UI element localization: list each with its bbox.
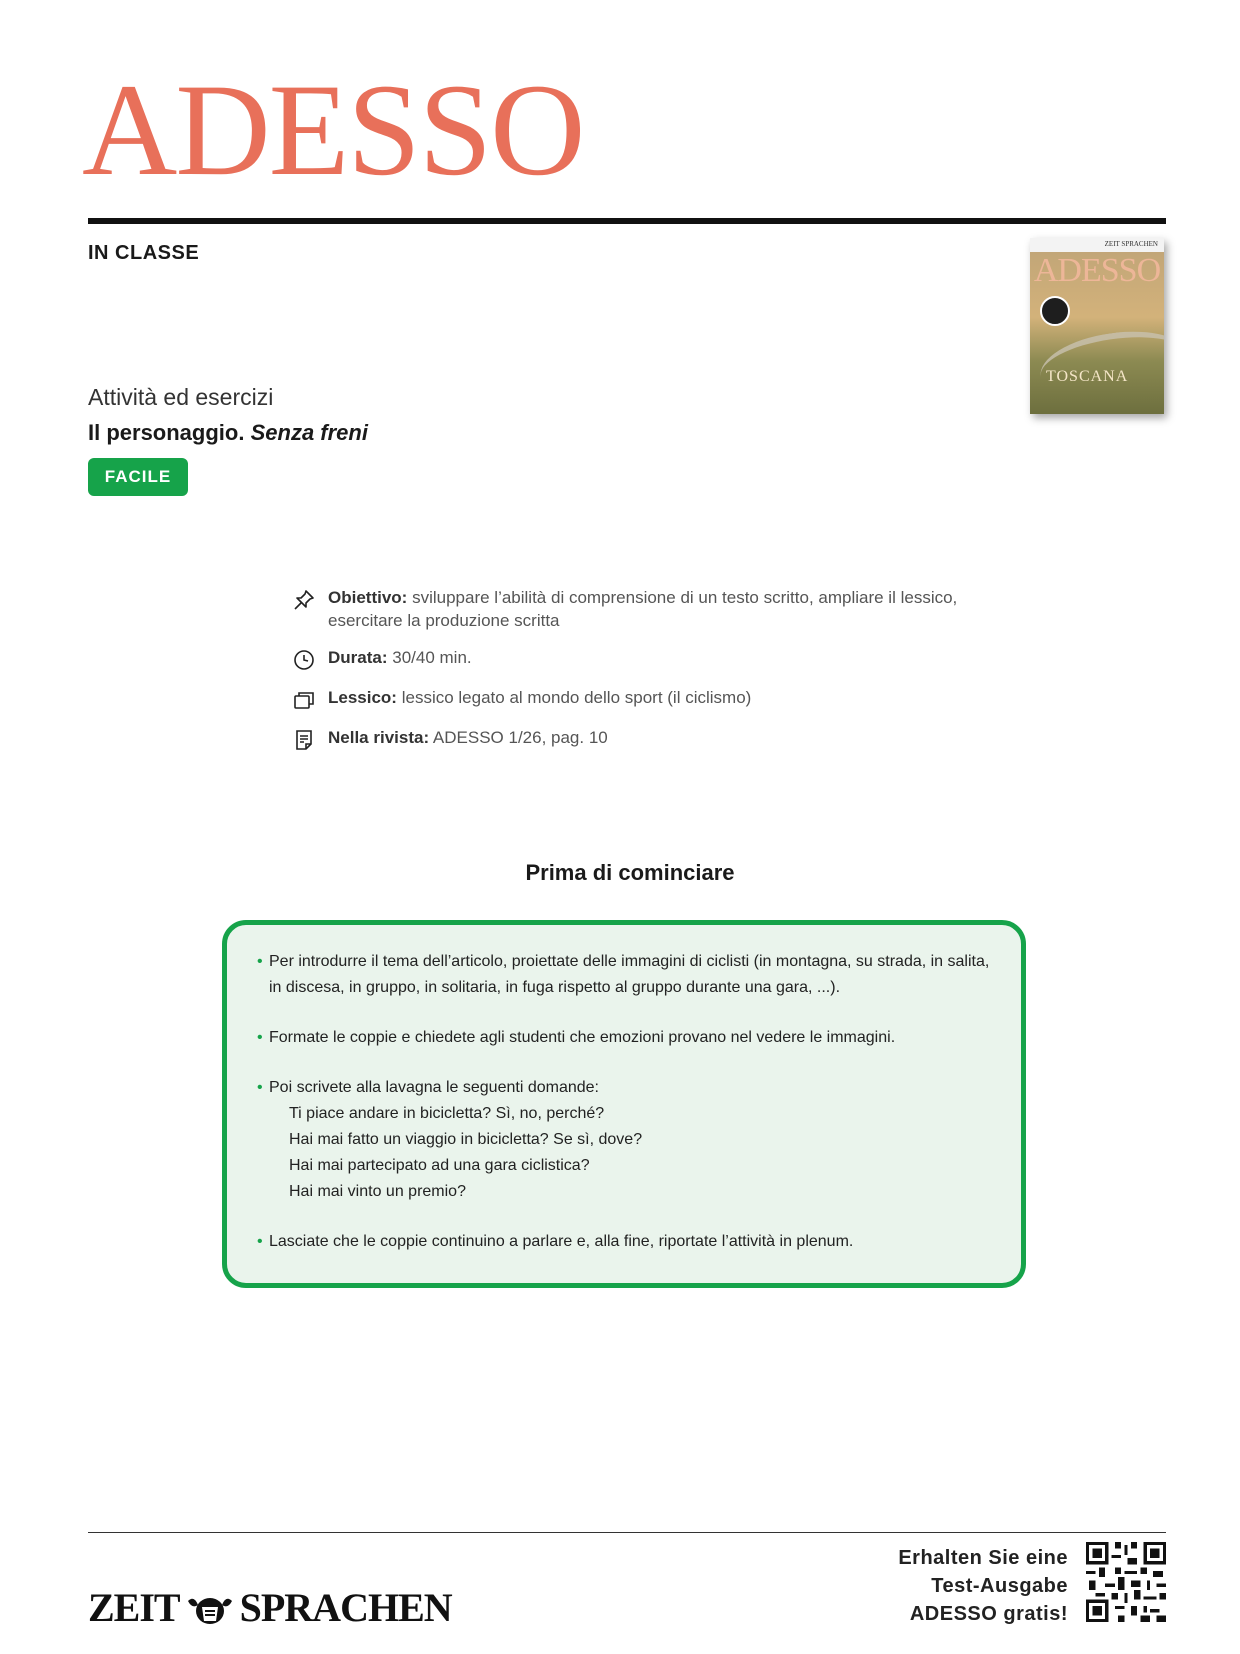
intro-list — [257, 949, 991, 1255]
cover-brand: ZEIT SPRACHEN — [1104, 240, 1158, 248]
section-label: IN CLASSE — [88, 242, 200, 264]
promo-line-2: Test-Ausgabe — [931, 1575, 1068, 1597]
intro-heading: Prima di cominciare — [525, 860, 735, 885]
header-rule — [88, 218, 1166, 224]
info-row-durata — [280, 646, 1000, 672]
footer-logo-right: SPRACHEN — [239, 1585, 452, 1630]
promo-line-1: Erhalten Sie eine — [898, 1547, 1068, 1569]
footer-logo-left: ZEIT — [88, 1585, 180, 1630]
question-4: Hai mai vinto un premio? — [289, 1183, 466, 1200]
footer-rule — [88, 1532, 1166, 1533]
crest-icon — [184, 1590, 236, 1626]
question-1: Ti piace andare in bicicletta? Sì, no, perché? — [289, 1105, 605, 1122]
info-row-lessico — [280, 686, 1000, 712]
rivista-label: Nella rivista: — [328, 728, 430, 747]
activity-title-prefix: Il personaggio. — [88, 420, 245, 445]
promo-text[interactable] — [898, 1544, 1068, 1628]
cards-icon — [280, 686, 328, 712]
promo-line-3: ADESSO gratis! — [909, 1603, 1068, 1625]
obiettivo-label: Obiettivo: — [328, 588, 408, 607]
intro-bullet-1: • Per introdurre il tema dell’articolo, proiettate delle immagini di ciclisti (in montagna, su strada, in salita, in discesa, in gruppo, in solitaria, in fuga rispetto al gruppo durante una gara, ...). — [257, 949, 991, 1001]
durata-label: Durata: — [328, 648, 388, 667]
magazine-icon — [280, 726, 328, 752]
intro-box — [222, 920, 1026, 1288]
level-badge: FACILE — [88, 458, 188, 496]
qr-code-icon[interactable] — [1086, 1542, 1166, 1622]
rivista-text: ADESSO 1/26, pag. 10 — [432, 728, 608, 747]
durata-text: 30/40 min. — [392, 648, 472, 667]
zeit-sprachen-logo[interactable] — [88, 1584, 452, 1631]
pin-icon — [280, 586, 328, 612]
info-list — [280, 586, 1000, 766]
intro-bullet-3 — [257, 1075, 991, 1205]
intro-bullet-3-text: Poi scrivete alla lavagna le seguenti domande: — [269, 1079, 599, 1096]
intro-bullet-4: • Lasciate che le coppie continuino a parlare e, alla fine, riportate l’attività in plenum. — [257, 1229, 991, 1255]
cover-title: ADESSO — [1033, 252, 1161, 289]
lessico-label: Lessico: — [328, 688, 397, 707]
info-row-obiettivo — [280, 586, 1000, 632]
question-3: Hai mai partecipato ad una gara ciclistica? — [289, 1157, 590, 1174]
cover-subject: TOSCANA — [1046, 368, 1129, 385]
activity-title — [88, 420, 368, 446]
intro-bullet-2: • Formate le coppie e chiedete agli studenti che emozioni provano nel vedere le immagini. — [257, 1025, 991, 1051]
info-row-rivista — [280, 726, 1000, 752]
adesso-logo: ADESSO — [82, 56, 584, 203]
obiettivo-text: sviluppare l’abilità di comprensione di un testo scritto, ampliare il lessico, esercitare la produzione scritta — [328, 588, 958, 630]
cover-badge — [1040, 296, 1070, 326]
cover-road — [1036, 323, 1164, 409]
activity-title-italic: Senza freni — [250, 420, 368, 445]
magazine-cover-thumbnail — [1030, 238, 1164, 414]
clock-icon — [280, 646, 328, 672]
question-2: Hai mai fatto un viaggio in bicicletta? Se sì, dove? — [289, 1131, 643, 1148]
lessico-text: lessico legato al mondo dello sport (il ciclismo) — [401, 688, 752, 707]
activity-subtitle: Attività ed esercizi — [88, 384, 274, 410]
